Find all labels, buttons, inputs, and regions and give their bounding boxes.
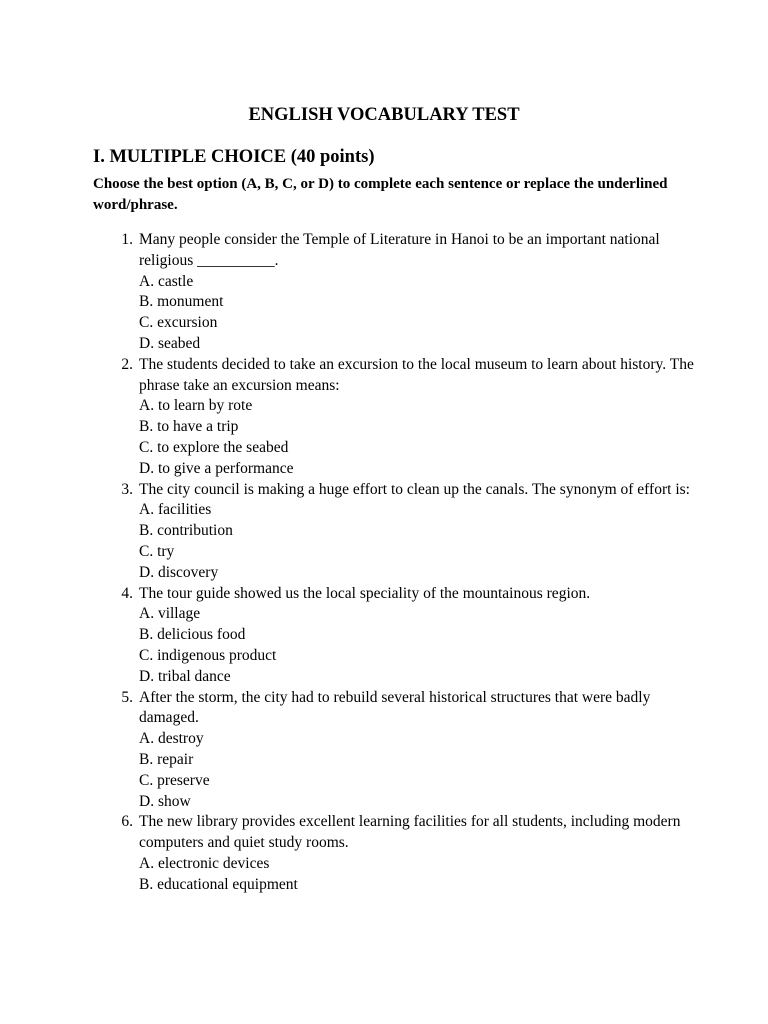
option-d: D. show xyxy=(139,792,191,810)
question-number: 6. xyxy=(121,813,133,831)
option-a: A. village xyxy=(139,605,201,623)
instructions: Choose the best option (A, B, C, or D) to complete each sentence or replace the underlined word/phrase. xyxy=(93,176,668,213)
question-text: The city council is making a huge effort to clean up the canals. The synonym of effort is: xyxy=(139,480,690,498)
option-a: A. to learn by rote xyxy=(139,397,253,415)
question-list xyxy=(121,230,699,896)
question-5 xyxy=(121,688,699,813)
option-c: C. excursion xyxy=(139,314,218,332)
option-b: B. repair xyxy=(139,750,194,768)
option-a: A. facilities xyxy=(139,501,212,519)
option-c: C. to explore the seabed xyxy=(139,438,289,456)
question-2 xyxy=(121,355,699,480)
option-a: A. castle xyxy=(139,272,194,290)
page-title: ENGLISH VOCABULARY TEST xyxy=(248,105,520,125)
option-c: C. try xyxy=(139,542,175,560)
option-b: B. to have a trip xyxy=(139,418,239,436)
question-3 xyxy=(121,480,699,584)
question-number: 1. xyxy=(121,231,133,248)
option-b: B. delicious food xyxy=(139,626,246,644)
question-number: 5. xyxy=(121,688,133,706)
question-text: The new library provides excellent learning facilities for all students, including modern computers and quiet study rooms. xyxy=(139,813,681,852)
option-d: D. tribal dance xyxy=(139,667,231,685)
section-heading: I. MULTIPLE CHOICE (40 points) xyxy=(93,147,375,167)
question-number: 4. xyxy=(121,584,133,602)
question-number: 2. xyxy=(121,355,133,373)
question-text: After the storm, the city had to rebuild several historical structures that were badly damaged. xyxy=(139,688,651,727)
question-text: The tour guide showed us the local speciality of the mountainous region. xyxy=(139,584,591,602)
option-b: B. educational equipment xyxy=(139,875,298,893)
option-b: B. monument xyxy=(139,293,224,311)
question-1 xyxy=(121,230,699,355)
option-a: A. electronic devices xyxy=(139,854,270,872)
option-b: B. contribution xyxy=(139,522,233,540)
question-4 xyxy=(121,584,699,688)
option-c: C. preserve xyxy=(139,771,210,789)
question-text: The students decided to take an excursion to the local museum to learn about history. The phrase take an excursion means: xyxy=(139,355,694,394)
option-d: D. seabed xyxy=(139,334,201,352)
question-text: Many people consider the Temple of Literature in Hanoi to be an important national religious __________. xyxy=(139,231,660,269)
option-a: A. destroy xyxy=(139,730,204,748)
question-number: 3. xyxy=(121,480,133,498)
option-d: D. to give a performance xyxy=(139,459,294,477)
option-d: D. discovery xyxy=(139,563,219,581)
option-c: C. indigenous product xyxy=(139,646,277,664)
question-6 xyxy=(121,812,699,895)
